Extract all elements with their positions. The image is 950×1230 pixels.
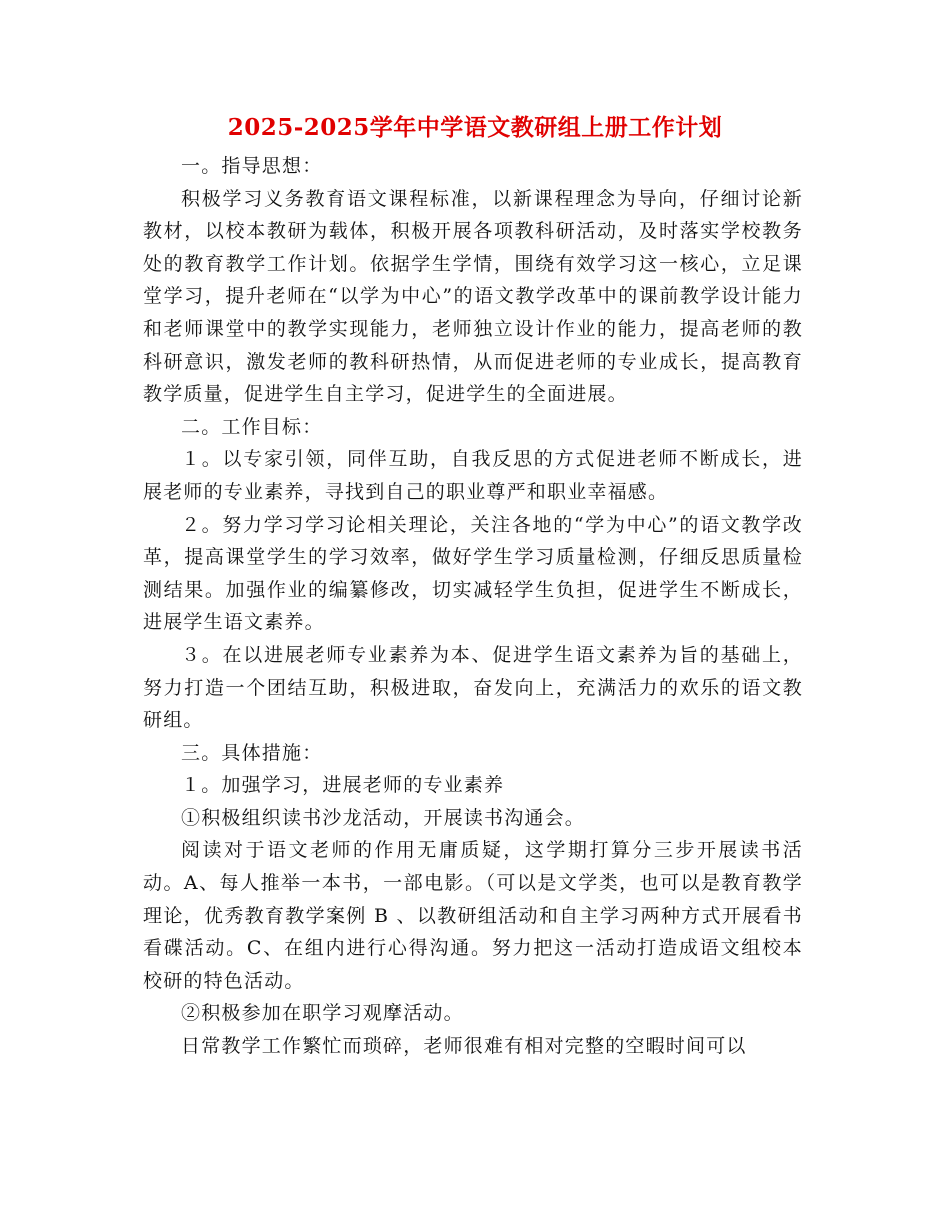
list-item: ②积极参加在职学习观摩活动。 [181, 1002, 464, 1025]
document-body [143, 150, 803, 1063]
paragraph: 日常教学工作繁忙而琐碎，老师很难有相对完整的空暇时间可以 [181, 1035, 747, 1058]
paragraph: 阅读对于语文老师的作用无庸质疑，这学期打算分三步开展读书活动。A、每人推举一本书，一部电影。（可以是文学类，也可以是教育教学理论，优秀教育教学案例 B 、以教研组活动和自主学习两种方式开展看书看碟活动。C、在组内进行心得沟通。努力把这一活动打造成语文组校本校研的特色活动。 [143, 839, 803, 992]
section-heading-guiding-ideology: 一。指导思想： [181, 155, 323, 177]
document-title: 2025-2025学年中学语文教研组上册工作计划 [227, 114, 723, 141]
paragraph: ３。在以进展老师专业素养为本、促进学生语文素养为旨的基础上，努力打造一个团结互助，积极进取，奋发向上，充满活力的欢乐的语文教研组。 [143, 643, 803, 732]
paragraph: ２。努力学习学习论相关理论，关注各地的“学为中心”的语文教学改革，提高课堂学生的学习效率，做好学生学习质量检测，仔细反思质量检测结果。加强作业的编纂修改，切实减轻学生负担，促进学生不断成长，进展学生语文素养。 [143, 513, 803, 634]
list-item: ①积极组织读书沙龙活动，开展读书沟通会。 [181, 806, 586, 829]
section-heading-work-goals: 二。工作目标： [181, 415, 323, 438]
section-heading-specific-measures: 三。具体措施： [181, 741, 323, 764]
paragraph: 积极学习义务教育语文课程标准，以新课程理念为导向，仔细讨论新教材，以校本教研为载体，积极开展各项教科研活动，及时落实学校教务处的教育教学工作计划。依据学生学情，围绕有效学习这一核心，立足课堂学习，提升老师在“以学为中心”的语文教学改革中的课前教学设计能力和老师课堂中的教学实现能力，老师独立设计作业的能力，提高老师的教科研意识，激发老师的教科研热情，从而促进老师的专业成长，提高教育教学质量，促进学生自主学习，促进学生的全面进展。 [143, 187, 803, 406]
paragraph: １。以专家引领，同伴互助，自我反思的方式促进老师不断成长，进展老师的专业素养，寻找到自己的职业尊严和职业幸福感。 [143, 448, 803, 503]
subheading: １。加强学习，进展老师的专业素养 [181, 774, 505, 797]
